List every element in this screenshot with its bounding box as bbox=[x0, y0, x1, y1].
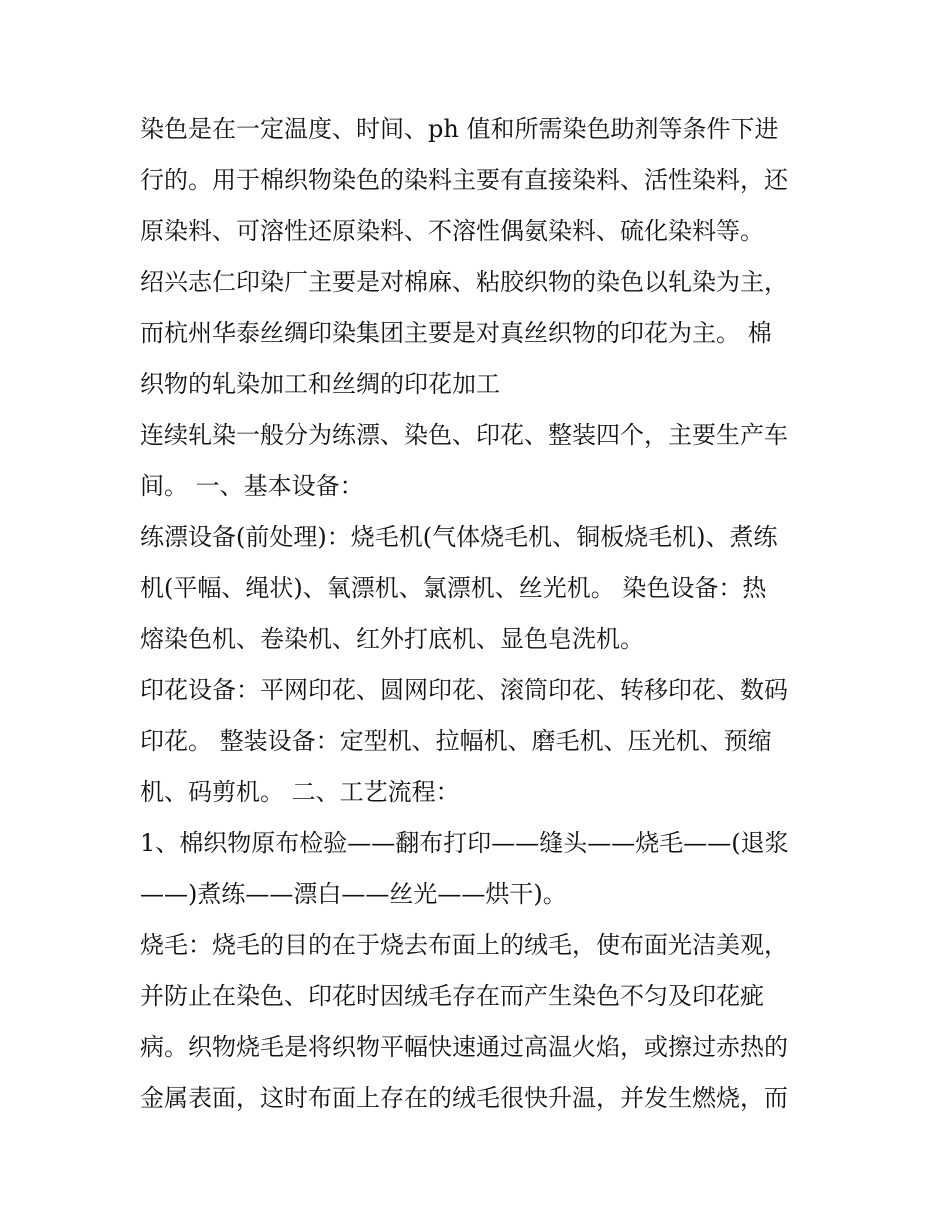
text-line: 机(平幅、绳状)、氧漂机、氯漂机、丝光机。 染色设备：热 bbox=[140, 574, 767, 602]
text-line: 而杭州华泰丝绸印染集团主要是对真丝织物的印花为主。 棉 bbox=[140, 319, 772, 347]
text-line: 病。织物烧毛是将织物平幅快速通过高温火焰，或擦过赤热的 bbox=[140, 1033, 788, 1061]
text-line: 印花设备：平网印花、圆网印花、滚筒印花、转移印花、数码 bbox=[140, 676, 788, 704]
text-line: 熔染色机、卷染机、红外打底机、显色皂洗机。 bbox=[140, 625, 644, 653]
text-line: 连续轧染一般分为练漂、染色、印花、整装四个，主要生产车 bbox=[140, 421, 788, 449]
text-line: 并防止在染色、印花时因绒毛存在而产生染色不匀及印花疵 bbox=[140, 982, 764, 1010]
text-line: 金属表面，这时布面上存在的绒毛很快升温，并发生燃烧，而 bbox=[140, 1084, 788, 1112]
text-line: 练漂设备(前处理)：烧毛机(气体烧毛机、铜板烧毛机)、煮练 bbox=[140, 523, 778, 551]
text-line: 行的。用于棉织物染色的染料主要有直接染料、活性染料，还 bbox=[140, 166, 788, 194]
text-line: 机、码剪机。 二、工艺流程： bbox=[140, 778, 460, 806]
document-body bbox=[140, 104, 820, 1124]
text-line: 织物的轧染加工和丝绸的印花加工 bbox=[140, 370, 500, 398]
text-line: 染色是在一定温度、时间、ph 值和所需染色助剂等条件下进 bbox=[140, 115, 779, 143]
text-line: 原染料、可溶性还原染料、不溶性偶氨染料、硫化染料等。 bbox=[140, 217, 764, 245]
text-line: 印花。 整装设备：定型机、拉幅机、磨毛机、压光机、预缩 bbox=[140, 727, 772, 755]
text-line: 1、棉织物原布检验——翻布打印——缝头——烧毛——(退浆 bbox=[140, 829, 789, 857]
text-line: 间。 一、基本设备： bbox=[140, 472, 364, 500]
text-line: ——)煮练——漂白——丝光——烘干)。 bbox=[140, 880, 567, 908]
text-line: 烧毛：烧毛的目的在于烧去布面上的绒毛，使布面光洁美观， bbox=[140, 931, 788, 959]
text-line: 绍兴志仁印染厂主要是对棉麻、粘胶织物的染色以轧染为主， bbox=[140, 268, 788, 296]
